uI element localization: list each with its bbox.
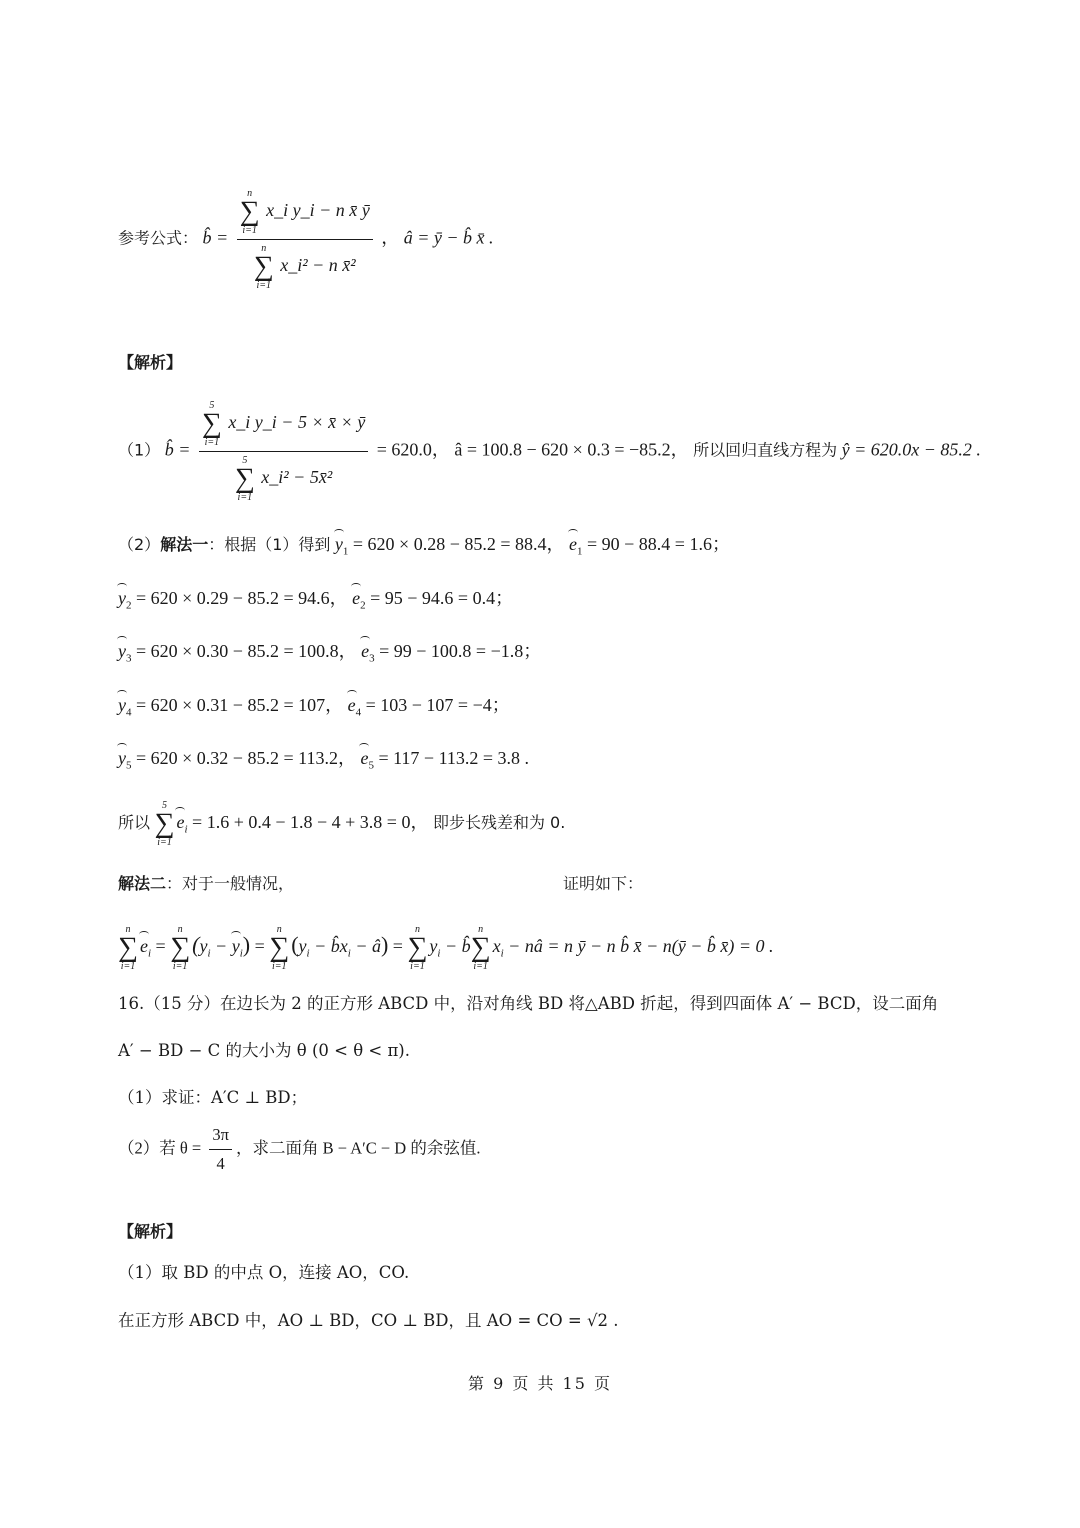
part1-b-hat-fraction <box>199 400 368 503</box>
y-hat-4: y <box>118 695 126 715</box>
analysis-heading-2: 【解析】 <box>118 1222 183 1241</box>
part2-line-5 <box>118 747 529 777</box>
a-hat-value: â = 100.8 − 620 × 0.3 = −85.2， <box>454 439 689 460</box>
part1-denominator: x_i² − 5x̄² <box>261 467 333 488</box>
y-hat-2-sub: 2 <box>126 599 132 612</box>
problem16-q2 <box>118 1124 480 1175</box>
y-hat-4-sub: 4 <box>126 706 132 719</box>
part1-numerator: x_i y_i − 5 × x̄ × ȳ <box>228 412 366 433</box>
y-hat-3-expr: = 620 × 0.30 − 85.2 = 100.8， <box>131 641 357 661</box>
part2-line-3 <box>118 640 541 670</box>
e-hat-2-sub: 2 <box>360 599 366 612</box>
y-hat-1: y <box>334 534 343 554</box>
general-proof: n ∑ i=1 $e_i$ = n ∑ i=1 $(y_i - y_i)$ = n ∑ i=1 ($y_i$ − $b̂x_i$ − â) = n ∑ i=1 $y_i$ − b̂ n ∑ i=1 $x_i$ − nâ = n ȳ − n b̂ x̄ − n(ȳ − b̂ x̄) = 0 . <box>118 924 774 972</box>
e-hat-3-sub: 3 <box>369 652 375 665</box>
problem16-q1: （1）求证：A′C ⊥ BD； <box>118 1088 308 1107</box>
y-hat-2-expr: = 620 × 0.29 − 85.2 = 94.6， <box>131 588 348 608</box>
q2-num: 3π <box>209 1124 232 1150</box>
sum-conclusion: 即步长残差和为 0. <box>432 813 566 833</box>
b-hat-fraction <box>237 188 373 291</box>
e-hat-5-sub: 5 <box>368 759 374 772</box>
e-hat-4-expr: = 103 − 107 = −4； <box>361 695 510 715</box>
q2-suffix: ，求二面角 B − A′C − D 的余弦值. <box>235 1138 481 1158</box>
e-hat-1-expr: = 90 − 88.4 = 1.6； <box>582 534 730 554</box>
part2-line-4 <box>118 694 510 724</box>
method2-proof: 证明如下： <box>563 874 644 893</box>
y-hat-5: y <box>118 748 126 768</box>
general-proof-tail: = n ȳ − n b̂ x̄ − n(ȳ − b̂ x̄) = 0 . <box>547 936 774 957</box>
e-hat-1-sub: 1 <box>577 545 583 558</box>
y-hat-5-sub: 5 <box>126 759 132 772</box>
sum-prefix: 所以 <box>118 813 151 833</box>
sum-sigma: 5 ∑ i=1 <box>201 400 222 448</box>
y-hat-2: y <box>118 588 126 608</box>
analysis-heading: 【解析】 <box>118 353 183 372</box>
analysis2-step1: （1）取 BD 的中点 O，连接 AO，CO. <box>118 1263 410 1282</box>
q2-fraction <box>209 1124 232 1175</box>
method2-line <box>118 873 294 895</box>
e-hat-5-expr: = 117 − 113.2 = 3.8 . <box>373 748 530 768</box>
q2-den: 4 <box>216 1154 225 1173</box>
sum-sigma: n ∑ i=1 <box>239 188 260 236</box>
reference-formula <box>118 188 494 291</box>
problem16-line1: 16.（15 分）在边长为 2 的正方形 ABCD 中，沿对角线 BD 将△ABD 折起，得到四面体 A′ − BCD，设二面角 <box>118 994 939 1013</box>
residual-sum: 所以 5 ∑ i=1 $e_i = 1.6 + 0.4 - 1.8 - 4 + 3.8 = 0$， 即步长残差和为 0. <box>118 800 566 848</box>
problem16-line2: A′ − BD − C 的大小为 θ (0 < θ < π). <box>118 1041 410 1060</box>
sum-expression: = 1.6 + 0.4 − 1.8 − 4 + 3.8 = 0， <box>187 812 429 833</box>
y-hat-1-sub: 1 <box>342 545 349 558</box>
page-footer: 第 9 页 共 15 页 <box>468 1374 612 1393</box>
e-hat-2-expr: = 95 − 94.6 = 0.4； <box>365 588 514 608</box>
y-hat-4-expr: = 620 × 0.31 − 85.2 = 107， <box>131 695 344 715</box>
e-hat-2: e <box>352 588 361 608</box>
y-hat-5-expr: = 620 × 0.32 − 85.2 = 113.2， <box>131 748 356 768</box>
reference-formula-label: 参考公式： <box>118 228 199 248</box>
analysis2-step2: 在正方形 ABCD 中，AO ⊥ BD，CO ⊥ BD，且 AO = CO = √2 . <box>118 1311 619 1330</box>
regression-conclusion: 所以回归直线方程为 <box>693 440 838 460</box>
e-hat-1: e <box>569 534 577 554</box>
e-hat-3-expr: = 99 − 100.8 = −1.8； <box>374 641 542 661</box>
sum-sigma: 5 ∑ i=1 <box>234 455 255 503</box>
a-hat-formula: â = ȳ − b̂ x̄ . <box>403 227 494 248</box>
method2-label: 解法二 <box>118 874 167 893</box>
regression-equation: ŷ = 620.0x − 85.2 . <box>841 439 981 460</box>
q2-prefix: （2）若 θ = <box>118 1138 202 1158</box>
part2-label: （2） <box>118 535 161 554</box>
y-hat-1-expr: = 620 × 0.28 − 85.2 = 88.4， <box>348 534 565 554</box>
e-hat-4-sub: 4 <box>355 706 362 719</box>
sum-sigma: 5 ∑ i=1 <box>154 800 175 848</box>
e-hat-4: e <box>347 695 356 715</box>
method1-label: 解法一 <box>160 535 209 554</box>
part2-line-2 <box>118 587 513 617</box>
sum-sigma: n ∑ i=1 <box>253 243 274 291</box>
e-hat-3: e <box>361 641 370 661</box>
formula-denominator: x_i² − n x̄² <box>280 255 356 276</box>
method1-intro: ：根据（1）得到 <box>208 535 331 554</box>
formula-numerator: x_i y_i − n x̄ ȳ <box>266 200 370 221</box>
y-hat-3: y <box>118 641 126 661</box>
e-hat-5: e <box>360 748 369 768</box>
formula-separator: ， <box>381 227 400 248</box>
part1-solution: （1） b̂ = 5 ∑ i=1 x_i y_i − 5 × x̄ × ȳ 5 ∑ i=1 x_i² − 5x̄² = 620.0， â = 100.8 − 620 × 0.3 = −85.2， 所以回归直线方程为 ŷ = 620.0x − 85.2 . <box>118 400 981 503</box>
b-hat-lhs: b̂ = <box>202 227 229 248</box>
b-hat-value: = 620.0， <box>376 439 450 460</box>
part1-label: （1） <box>118 440 161 460</box>
y-hat-3-sub: 3 <box>126 652 132 665</box>
method2-text: ：对于一般情况， <box>166 874 295 893</box>
part2-line-1 <box>118 533 730 563</box>
